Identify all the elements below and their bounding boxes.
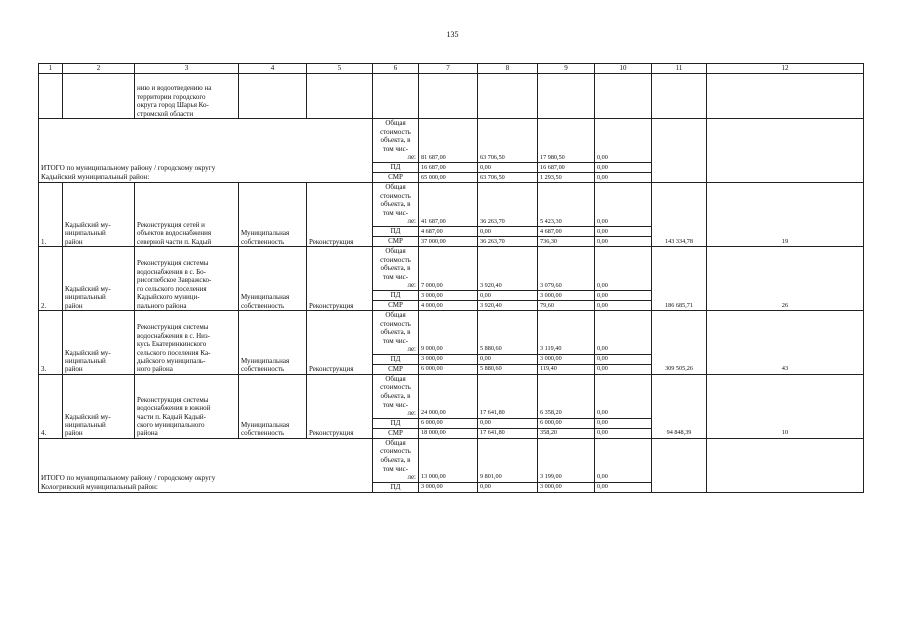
project-number: 1. <box>39 182 63 246</box>
project-district: Кадыйский му- ниципальный район <box>63 246 135 310</box>
cost-value: 0,00 <box>595 290 652 300</box>
project-row <box>39 374 864 418</box>
cost-value: 6 000,00 <box>419 418 478 428</box>
cost-value: 0,00 <box>595 246 652 290</box>
cost-value: 0,00 <box>595 162 652 172</box>
project-district: Кадыйский му- ниципальный район <box>63 374 135 438</box>
cost-value: 0,00 <box>478 418 538 428</box>
cost-value: 0,00 <box>595 300 652 310</box>
smr-label: СМР <box>373 236 419 246</box>
project-ownership: Муниципальная собственность <box>239 310 307 374</box>
project-col12-value: 19 <box>707 182 864 246</box>
project-object-name: Реконструкция системы водоснабжения в южной части п. Кадый Кадый- ского муниципального района <box>135 374 239 438</box>
cost-value: 3 920,40 <box>478 300 538 310</box>
cost-value: 0,00 <box>595 119 652 163</box>
cost-value: 9 000,00 <box>419 310 478 354</box>
cost-value: 9 801,00 <box>478 438 538 482</box>
project-district: Кадыйский му- ниципальный район <box>63 182 135 246</box>
cost-value: 0,00 <box>595 354 652 364</box>
pd-label: ПД <box>373 226 419 236</box>
cost-value: 0,00 <box>478 226 538 236</box>
cost-value: 3 000,00 <box>419 290 478 300</box>
cost-value: 3 199,00 <box>538 438 595 482</box>
cost-value: 0,00 <box>595 172 652 182</box>
cost-value: 0,00 <box>478 290 538 300</box>
smr-label: СМР <box>373 428 419 438</box>
cost-value: 16 687,00 <box>538 162 595 172</box>
cost-value: 736,30 <box>538 236 595 246</box>
column-header: 2 <box>63 64 135 74</box>
cost-value: 13 000,00 <box>419 438 478 482</box>
column-header: 5 <box>307 64 373 74</box>
total-kologriv-label: ИТОГО по муниципальному району / городскому округу Кологривский муниципальный район: <box>39 438 373 492</box>
cost-total-label: Общая стоимость объекта, в том чис- ле: <box>373 246 419 290</box>
cost-value: 79,60 <box>538 300 595 310</box>
cost-value: 0,00 <box>595 482 652 492</box>
cost-value: 37 000,00 <box>419 236 478 246</box>
project-col11-value: 186 685,71 <box>652 246 707 310</box>
cost-value: 24 000,00 <box>419 374 478 418</box>
cost-value: 5 423,30 <box>538 182 595 226</box>
cost-total-label: Общая стоимость объекта, в том чис- ле: <box>373 310 419 354</box>
program-table <box>38 63 864 493</box>
cost-value: 5 880,60 <box>478 364 538 374</box>
pd-label: ПД <box>373 482 419 492</box>
cost-value: 3 920,40 <box>478 246 538 290</box>
cost-value: 4 687,00 <box>538 226 595 236</box>
project-object-name: Реконструкция системы водоснабжения в с. Низ- кусь Екатеринкинского сельского поселения Ка- дыйского муниципаль- ного района <box>135 310 239 374</box>
total-kadyy-row <box>39 119 864 163</box>
cost-value: 3 000,00 <box>538 482 595 492</box>
cost-total-label: Общая стоимость объекта, в том чис- ле: <box>373 119 419 163</box>
cost-value: 36 263,70 <box>478 236 538 246</box>
project-row <box>39 182 864 226</box>
column-header: 3 <box>135 64 239 74</box>
cost-value: 0,00 <box>595 236 652 246</box>
cost-value: 17 980,50 <box>538 119 595 163</box>
cost-value: 3 119,40 <box>538 310 595 354</box>
column-header: 7 <box>419 64 478 74</box>
column-header: 12 <box>707 64 864 74</box>
cost-value: 7 000,00 <box>419 246 478 290</box>
cost-value: 63 706,50 <box>478 172 538 182</box>
smr-label: СМР <box>373 172 419 182</box>
cost-total-label: Общая стоимость объекта, в том чис- ле: <box>373 438 419 482</box>
page-number: 135 <box>446 30 459 39</box>
project-col11-value: 309 505,26 <box>652 310 707 374</box>
column-number-row <box>39 64 864 74</box>
project-district: Кадыйский му- ниципальный район <box>63 310 135 374</box>
cost-value: 3 000,00 <box>419 354 478 364</box>
project-number: 3. <box>39 310 63 374</box>
cost-value: 0,00 <box>595 418 652 428</box>
pd-label: ПД <box>373 162 419 172</box>
cost-value: 3 000,00 <box>419 482 478 492</box>
cost-value: 3 079,60 <box>538 246 595 290</box>
cost-value: 4 000,00 <box>419 300 478 310</box>
project-ownership: Муниципальная собственность <box>239 374 307 438</box>
cost-value: 6 000,00 <box>419 364 478 374</box>
cost-value: 3 000,00 <box>538 354 595 364</box>
cost-value: 17 641,80 <box>478 428 538 438</box>
cost-total-label: Общая стоимость объекта, в том чис- ле: <box>373 374 419 418</box>
cost-value: 1 293,50 <box>538 172 595 182</box>
project-work-type: Реконструкция <box>307 246 373 310</box>
pd-label: ПД <box>373 418 419 428</box>
cost-value: 5 880,60 <box>478 310 538 354</box>
cost-value: 0,00 <box>595 374 652 418</box>
column-header: 8 <box>478 64 538 74</box>
cost-value: 0,00 <box>595 438 652 482</box>
project-ownership: Муниципальная собственность <box>239 246 307 310</box>
project-col12-value: 10 <box>707 374 864 438</box>
project-row <box>39 310 864 354</box>
project-col11-value: 143 334,78 <box>652 182 707 246</box>
project-work-type: Реконструкция <box>307 182 373 246</box>
project-work-type: Реконструкция <box>307 310 373 374</box>
cost-value: 4 687,00 <box>419 226 478 236</box>
column-header: 11 <box>652 64 707 74</box>
smr-label: СМР <box>373 300 419 310</box>
column-header: 4 <box>239 64 307 74</box>
total-kadyy-label: ИТОГО по муниципальному району / городскому округу Кадыйский муниципальный район: <box>39 119 373 183</box>
pd-label: ПД <box>373 354 419 364</box>
project-number: 4. <box>39 374 63 438</box>
cost-value: 18 000,00 <box>419 428 478 438</box>
project-col12-value: 26 <box>707 246 864 310</box>
cost-value: 3 000,00 <box>538 290 595 300</box>
column-header: 6 <box>373 64 419 74</box>
cost-value: 16 687,00 <box>419 162 478 172</box>
project-object-name: Реконструкция системы водоснабжения в с. Бо- рисоглебское Завражско- го сельского поселения Кадыйского муници- пального района <box>135 246 239 310</box>
cost-value: 0,00 <box>595 310 652 354</box>
cost-value: 0,00 <box>595 428 652 438</box>
cost-value: 6 358,20 <box>538 374 595 418</box>
project-object-name: Реконструкция сетей и объектов водоснабжения северной части п. Кадый <box>135 182 239 246</box>
continuation-row <box>39 74 864 119</box>
cost-value: 0,00 <box>595 364 652 374</box>
cost-value: 36 263,70 <box>478 182 538 226</box>
pd-label: ПД <box>373 290 419 300</box>
project-col11-value: 94 848,39 <box>652 374 707 438</box>
cost-value: 41 687,00 <box>419 182 478 226</box>
cost-value: 0,00 <box>595 226 652 236</box>
cost-value: 17 641,80 <box>478 374 538 418</box>
project-ownership: Муниципальная собственность <box>239 182 307 246</box>
column-header: 9 <box>538 64 595 74</box>
cost-value: 0,00 <box>478 354 538 364</box>
cost-value: 6 000,00 <box>538 418 595 428</box>
continuation-object-name: нию и водоотведению на территории городского округа город Шарья Ко- стромской области <box>135 74 239 119</box>
column-header: 10 <box>595 64 652 74</box>
project-col12-value: 43 <box>707 310 864 374</box>
cost-value: 119,40 <box>538 364 595 374</box>
project-row <box>39 246 864 290</box>
cost-value: 0,00 <box>478 162 538 172</box>
cost-value: 0,00 <box>595 182 652 226</box>
total-kologriv-row <box>39 438 864 482</box>
smr-label: СМР <box>373 364 419 374</box>
cost-value: 0,00 <box>478 482 538 492</box>
cost-total-label: Общая стоимость объекта, в том чис- ле: <box>373 182 419 226</box>
cost-value: 65 000,00 <box>419 172 478 182</box>
cost-value: 358,20 <box>538 428 595 438</box>
column-header: 1 <box>39 64 63 74</box>
cost-value: 81 687,00 <box>419 119 478 163</box>
cost-value: 63 706,50 <box>478 119 538 163</box>
project-work-type: Реконструкция <box>307 374 373 438</box>
project-number: 2. <box>39 246 63 310</box>
